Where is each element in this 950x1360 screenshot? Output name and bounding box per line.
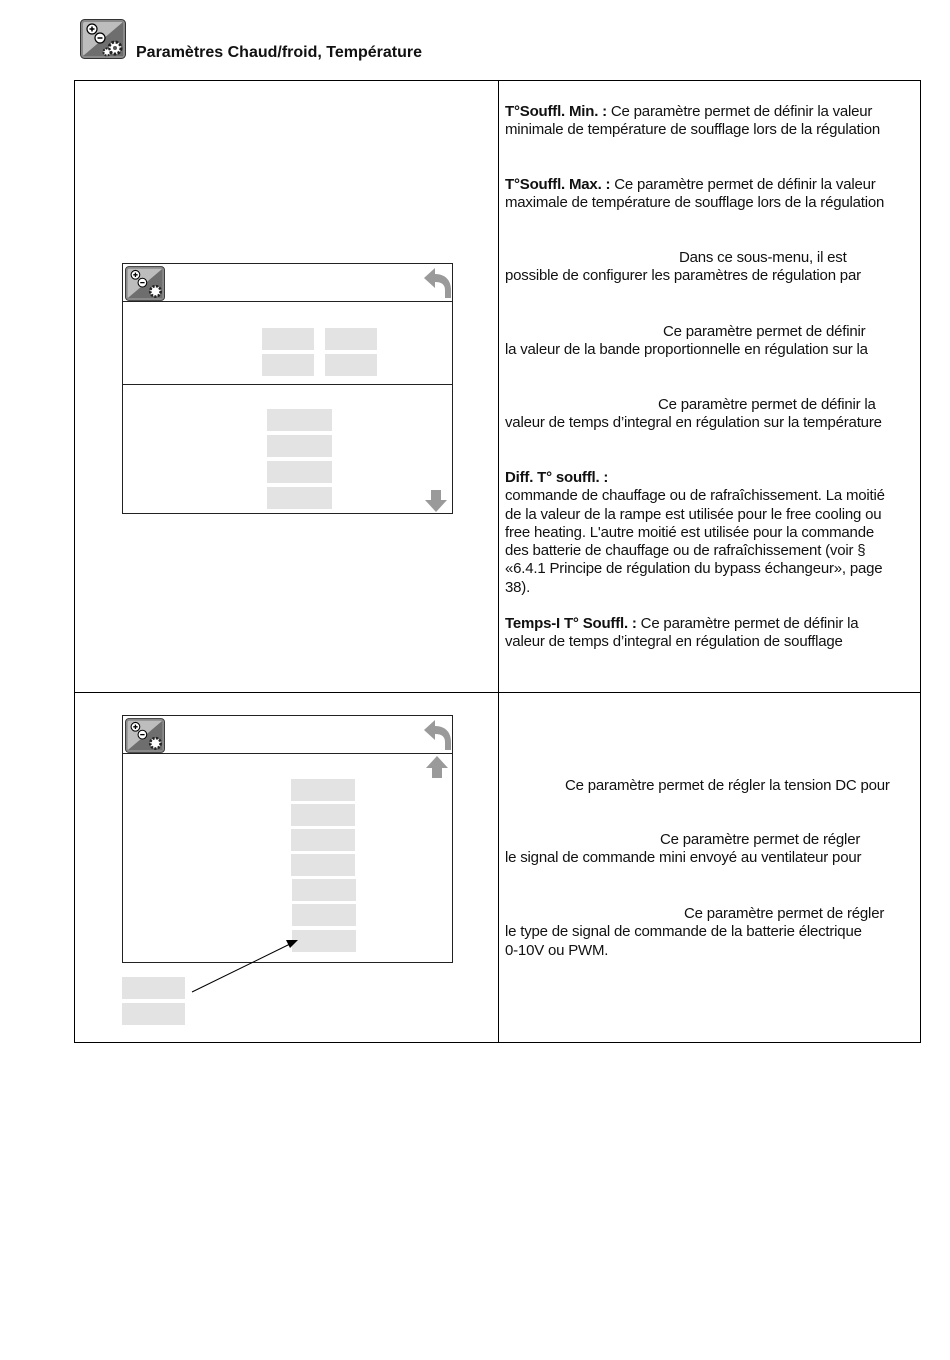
row-divider bbox=[74, 692, 921, 693]
value-field bbox=[267, 487, 332, 509]
desc-text: valeur de temps d’integral en régulation de soufflage bbox=[505, 633, 843, 651]
desc-type-signal bbox=[505, 905, 915, 960]
desc-temps-integral bbox=[505, 396, 915, 433]
value-field bbox=[262, 328, 314, 350]
value-field bbox=[325, 328, 377, 350]
desc-bande-prop bbox=[505, 323, 915, 360]
screen-mockup-1 bbox=[122, 263, 453, 514]
desc-text: la valeur de la bande proportionnelle en régulation sur la bbox=[505, 341, 868, 359]
screen-mockup-2 bbox=[122, 715, 453, 963]
settings-icon bbox=[125, 266, 165, 301]
desc-text: possible de configurer les paramètres de régulation par bbox=[505, 267, 861, 285]
value-field bbox=[267, 435, 332, 457]
desc-tension-dc bbox=[505, 777, 915, 795]
desc-text: free heating. L'autre moitié est utilisée pour la commande bbox=[505, 523, 874, 541]
value-field bbox=[292, 904, 356, 926]
value-field bbox=[291, 829, 355, 851]
desc-text: de la valeur de la rampe est utilisée pour le free cooling ou bbox=[505, 505, 882, 523]
desc-t-souffl-min bbox=[505, 103, 915, 140]
value-field bbox=[267, 409, 332, 431]
desc-sous-menu bbox=[505, 249, 915, 286]
value-field bbox=[291, 854, 355, 876]
term-label: T°Souffl. Max. : bbox=[505, 176, 611, 193]
column-divider bbox=[498, 80, 499, 1043]
page-title: Paramètres Chaud/froid, Température bbox=[136, 44, 423, 61]
desc-text: minimale de température de soufflage lors de la régulation bbox=[505, 121, 881, 139]
settings-icon bbox=[80, 19, 126, 59]
desc-text: Ce paramètre permet de définir la valeur bbox=[606, 103, 873, 120]
desc-t-souffl-max bbox=[505, 176, 915, 213]
desc-text: Ce paramètre permet de régler la tension DC pour bbox=[565, 777, 890, 794]
desc-signal-mini bbox=[505, 831, 915, 868]
divider bbox=[123, 384, 452, 385]
desc-text: Ce paramètre permet de régler bbox=[660, 831, 861, 848]
desc-text: 0-10V ou PWM. bbox=[505, 941, 609, 959]
desc-diff-t-souffl bbox=[505, 469, 915, 597]
scroll-up-arrow-icon[interactable] bbox=[425, 755, 449, 779]
desc-text: Ce paramètre permet de régler bbox=[684, 905, 885, 922]
option-box bbox=[122, 977, 185, 999]
back-arrow-icon[interactable] bbox=[421, 266, 453, 300]
value-field bbox=[262, 354, 314, 376]
scroll-down-arrow-icon[interactable] bbox=[424, 489, 448, 513]
desc-text: Ce paramètre permet de définir bbox=[663, 323, 866, 340]
desc-text: le type de signal de commande de la batterie électrique bbox=[505, 923, 862, 941]
settings-icon bbox=[125, 718, 165, 753]
desc-text: le signal de commande mini envoyé au ventilateur pour bbox=[505, 849, 862, 867]
option-box bbox=[122, 1003, 185, 1025]
back-arrow-icon[interactable] bbox=[421, 718, 453, 752]
term-label: Temps-I T° Souffl. : bbox=[505, 615, 637, 632]
value-field bbox=[291, 779, 355, 801]
desc-text: 38). bbox=[505, 578, 531, 596]
desc-text: Ce paramètre permet de définir la bbox=[636, 615, 859, 632]
desc-text: commande de chauffage ou de rafraîchissement. La moitié bbox=[505, 487, 885, 505]
screen-header bbox=[123, 264, 452, 302]
term-label: Diff. T° souffl. : bbox=[505, 469, 609, 486]
screen-header bbox=[123, 716, 452, 754]
term-label: T°Souffl. Min. : bbox=[505, 103, 607, 120]
value-field bbox=[292, 879, 356, 901]
desc-text: Ce paramètre permet de définir la valeur bbox=[610, 176, 876, 193]
value-field bbox=[291, 804, 355, 826]
desc-text: Ce paramètre permet de définir la bbox=[658, 396, 876, 413]
desc-text: Dans ce sous-menu, il est bbox=[679, 249, 847, 266]
desc-text: valeur de temps d’integral en régulation sur la température bbox=[505, 414, 882, 432]
desc-text: des batterie de chauffage ou de rafraîchissement (voir § bbox=[505, 542, 866, 560]
desc-text: «6.4.1 Principe de régulation du bypass échangeur», page bbox=[505, 560, 883, 578]
desc-text: maximale de température de soufflage lors de la régulation bbox=[505, 194, 885, 212]
value-field bbox=[267, 461, 332, 483]
value-field bbox=[325, 354, 377, 376]
value-field bbox=[292, 930, 356, 952]
desc-temps-i-souffl bbox=[505, 615, 915, 652]
